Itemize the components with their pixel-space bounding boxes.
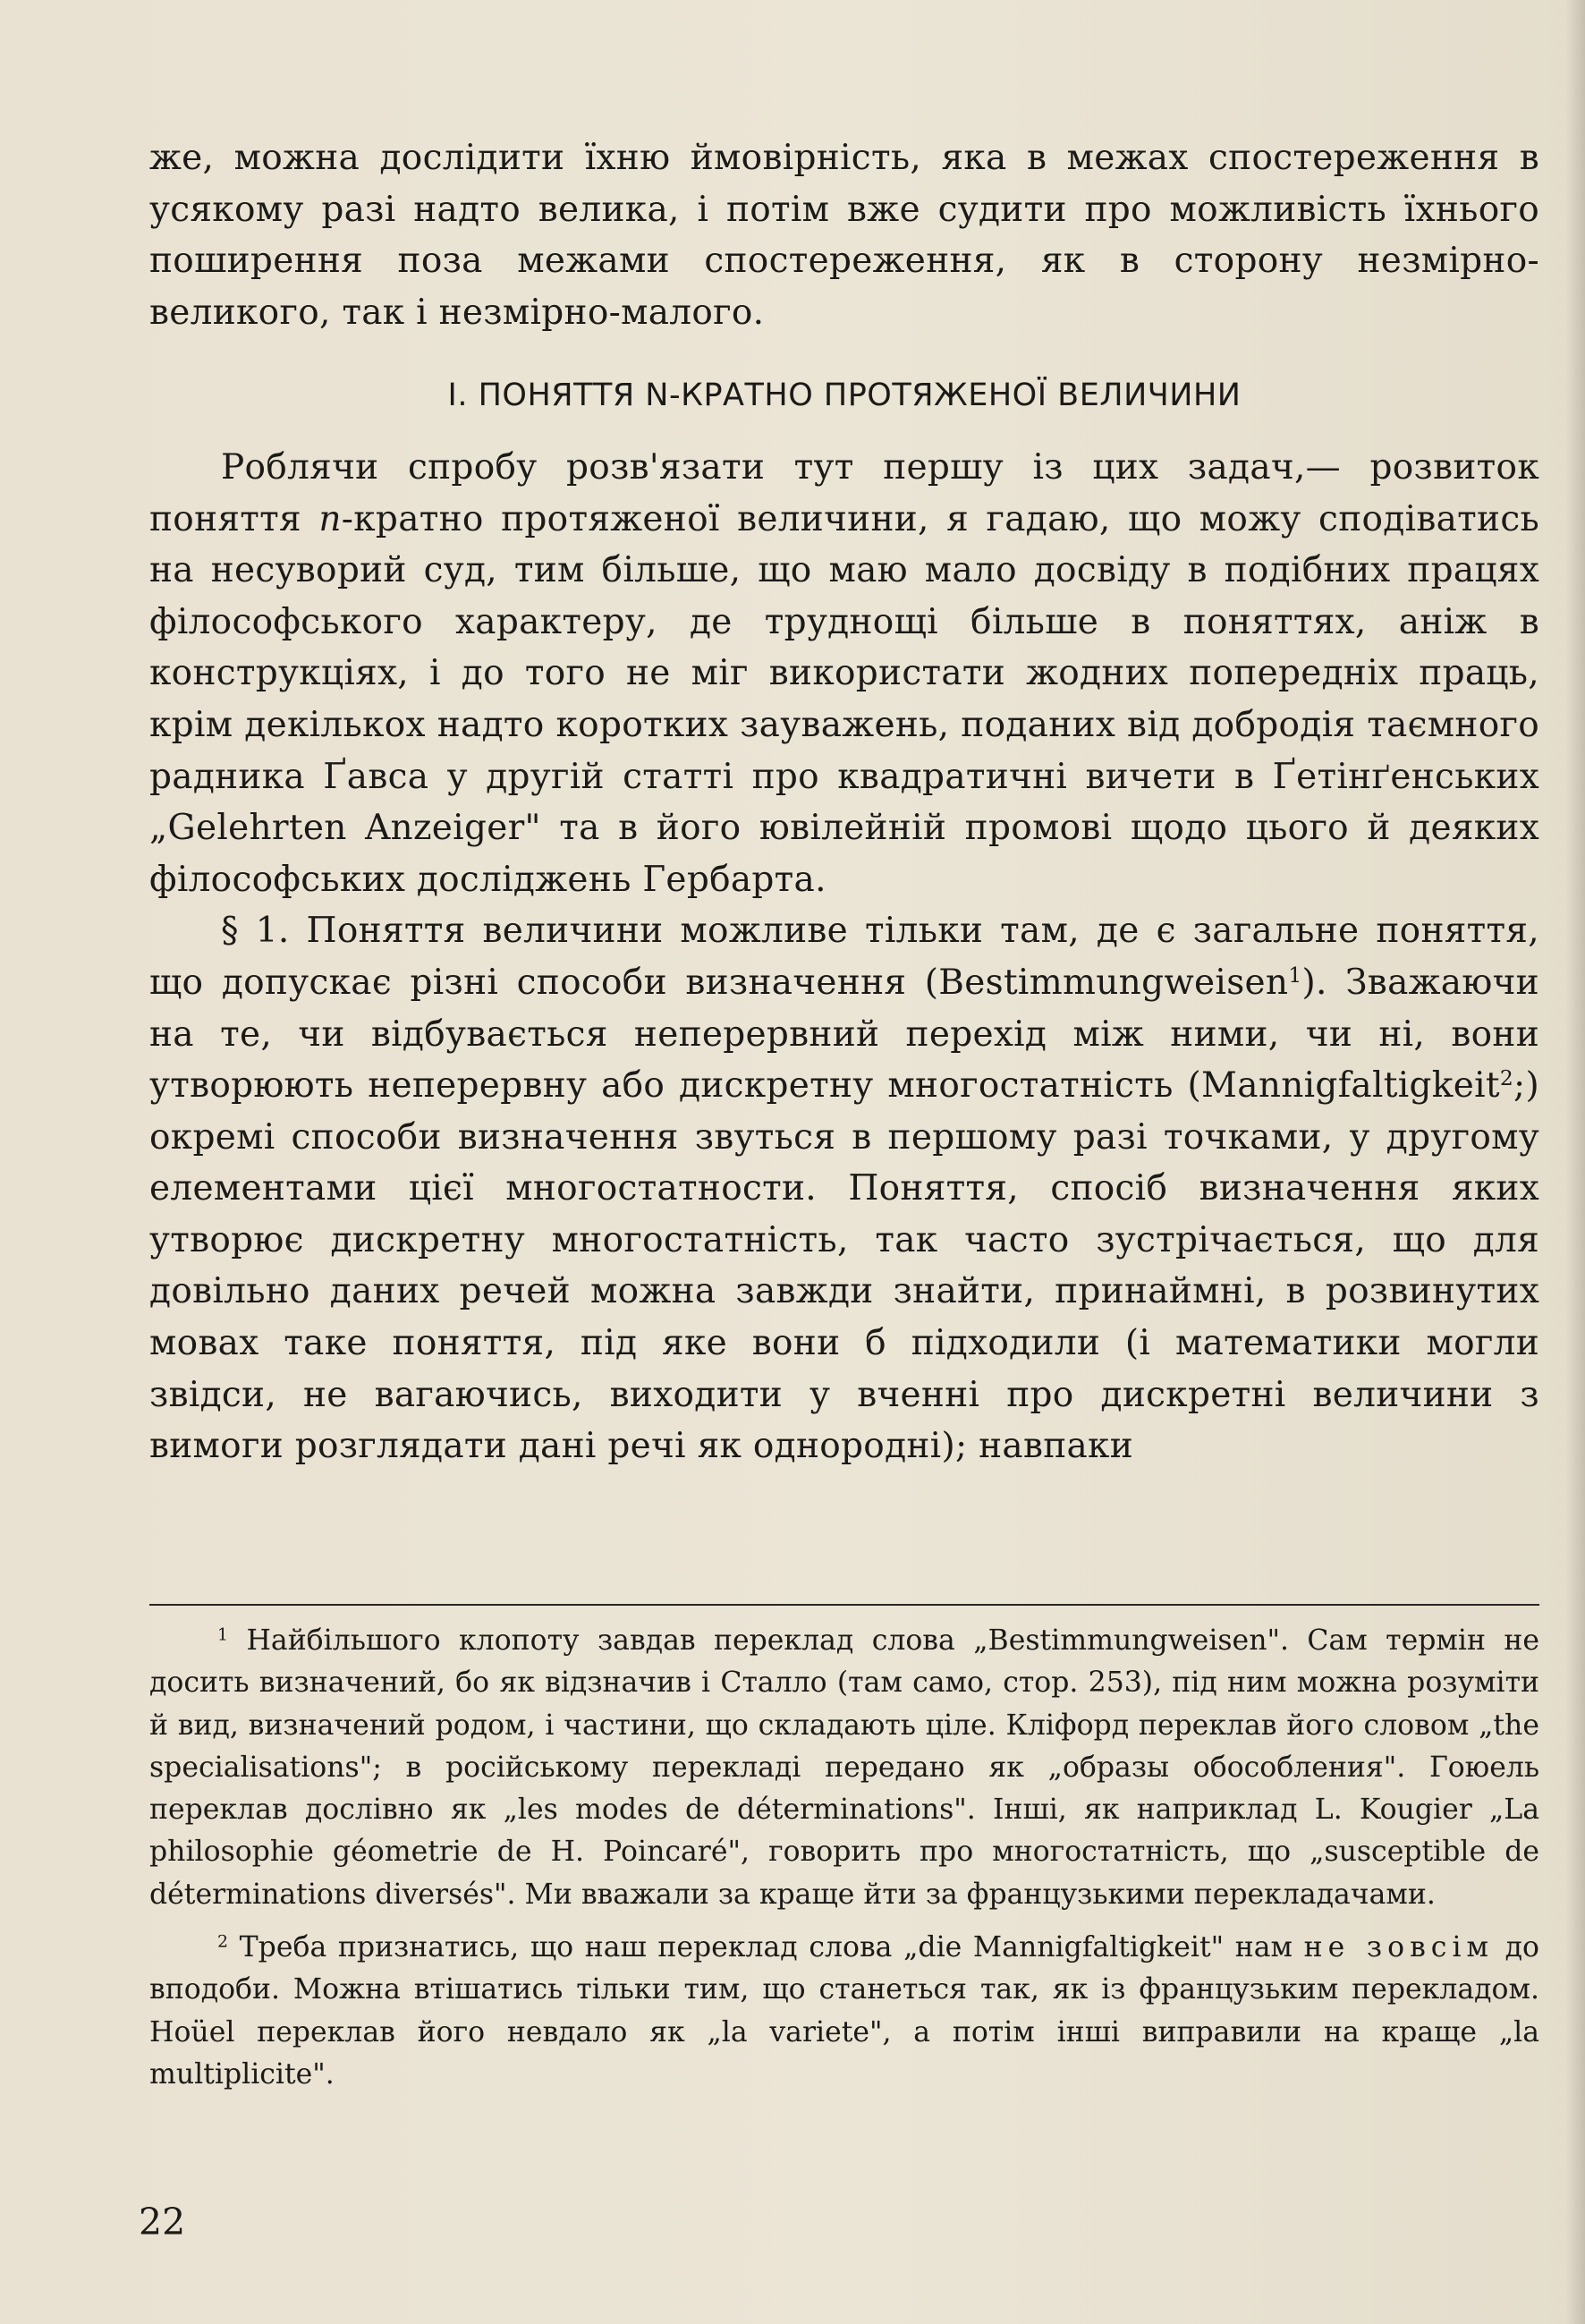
- footnote-2-marker: 2: [217, 1931, 229, 1952]
- footnote-ref-1: 1: [1288, 963, 1302, 988]
- footnote-1: [149, 1620, 1539, 1916]
- footnote-2-spaced-emphasis: не зовсім: [1303, 1931, 1495, 1964]
- section-heading: І. ПОНЯТТЯ N-КРАТНО ПРОТЯЖЕНОЇ ВЕЛИЧИНИ: [447, 377, 1242, 414]
- footnote-2-text-a: Треба признатись, що наш переклад слова „die Mannigfaltigkeit" нам: [239, 1931, 1304, 1964]
- page-number: 22: [139, 2201, 186, 2243]
- paragraph-section-1-text-c: ;) окремі способи визначення звуться в першому разі точками, у другому елементами цієї многостатности. Поняття, спосіб визначення яких утворює дискретну многостатність, так часто зустрічається, що для довільно даних речей можна завжди знайти, принаймні, в розвинутих мовах таке поняття, під яке вони б підходили (і математики могли звідси, не вагаючись, виходити у вченні про дискретні величини з вимоги розглядати дані речі як однородні); навпаки: [149, 1065, 1539, 1467]
- paragraph-intro-text-a: Роблячи спробу розв'язати тут першу із цих задач,— розвиток поняття: [149, 446, 1539, 539]
- page-edge-shadow: [1565, 0, 1585, 2324]
- main-text-block: [149, 132, 1539, 1472]
- footnote-1-marker: 1: [217, 1624, 229, 1645]
- footnote-2-text-b: до вподоби. Можна втішатись тільки тим, що станеться так, як із французьким перекладом. Hoüel переклав його невдало як „la variete", а потім інші виправили на краще „la multiplicite".: [149, 1931, 1540, 2091]
- paragraph-intro: [149, 442, 1539, 905]
- paragraph-section-1-text-b: ). Зважаючи на те, чи відбувається неперервний перехід між ними, чи ні, вони утворюють неперервну або дискретну многостатність (Mannigfaltigkeit: [149, 962, 1539, 1107]
- footnotes-block: [149, 1620, 1539, 2096]
- paragraph-continuation: же, можна дослідити їхню ймовірність, яка в межах спостереження в усякому разі надто велика, і потім вже судити про можливість їхнього поширення поза межами спостереження, як в сторону незмірно-великого, так і незмірно-малого.: [149, 138, 1539, 333]
- footnote-1-text: Найбільшого клопоту завдав переклад слова „Bestimmungweisen". Сам термін не досить визначений, бо як відзначив і Сталло (там само, стор. 253), під ним можна розуміти й вид, визначений родом, і частини, що складають ціле. Кліфорд переклав його словом „the specialisations"; в російському перекладі передано як „образы обособления". Гоюель переклав дослівно як „les modes de déterminations". Інші, як наприклад L. Kougier „La philosophie géometrie de H. Poincaré", говорить про многостатність, що „susceptible de déterminations diversés". Ми вважали за краще йти за французькими перекладачами.: [149, 1624, 1540, 1911]
- paragraph-intro-text-b: -кратно протяженої величини, я гадаю, що можу сподіватись на несуворий суд, тим більше, що маю мало досвіду в подібних працях філософського характеру, де труднощі більше в поняттях, аніж в конструкціях, і до того не міг використати жодних попередніх праць, крім декількох надто коротких зауважень, поданих від добродія таємного радника Ґавса у другій статті про квадратичні вичети в Ґетінґенських „Gelehrten Anzeiger" та в його ювілейній промові щодо цього й деяких філософських досліджень Гербарта.: [149, 498, 1540, 900]
- variable-n: n: [318, 498, 342, 539]
- paragraph-section-1-text-a: § 1. Поняття величини можливе тільки там, де є загальне поняття, що допускає різні способи визначення (Bestimmungweisen: [149, 911, 1539, 1003]
- footnote-separator: [149, 1604, 1539, 1606]
- footnote-2: [149, 1927, 1539, 2096]
- footnote-ref-2: 2: [1499, 1065, 1514, 1091]
- paragraph-section-1: [149, 905, 1539, 1472]
